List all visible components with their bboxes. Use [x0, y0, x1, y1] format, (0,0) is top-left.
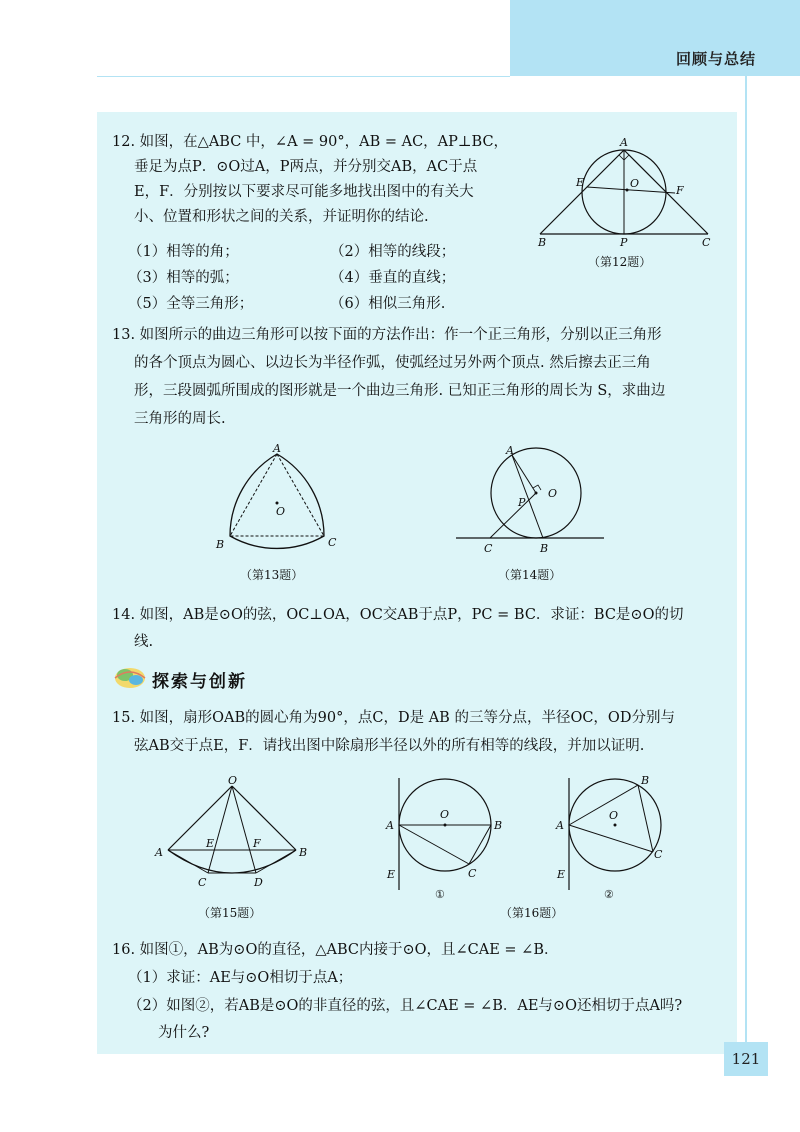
caption-13: （第13题） [240, 568, 304, 582]
p13-line-2: 的各个顶点为圆心、以边长为半径作弧，使弧经过另外两个顶点. 然后擦去正三角 [134, 355, 651, 371]
f12-label-b: B [538, 236, 547, 249]
section-heading: 探索与创新 [152, 672, 247, 692]
f13-label-a: A [273, 442, 281, 455]
globe-icon [112, 662, 150, 690]
f15-label-d: D [254, 876, 263, 889]
f13-label-o: O [276, 505, 286, 518]
f15-label-b: B [299, 846, 308, 859]
header-rule [97, 76, 510, 77]
f16b-label-o: O [609, 809, 619, 822]
figure-13 [210, 440, 350, 560]
f16a-label-o: O [440, 808, 450, 821]
p12-item-2: （2）相等的线段； [330, 244, 456, 260]
f12-label-c: C [702, 236, 711, 249]
p12-item-3: （3）相等的弧； [128, 270, 239, 286]
f14-label-a: A [506, 444, 514, 457]
f15-label-o: O [228, 774, 238, 787]
f15-label-f: F [253, 837, 261, 850]
f12-label-a: A [620, 136, 628, 149]
caption-14: （第14题） [498, 568, 562, 582]
f16a-label-a: A [386, 819, 394, 832]
f16b-label-e: E [557, 868, 566, 881]
f16b-label-c: C [654, 848, 663, 861]
f16b-sub-label: ② [604, 888, 614, 901]
header-tab [510, 0, 800, 76]
figure-15 [150, 772, 320, 892]
f14-label-b: B [540, 542, 549, 555]
figure-12 [530, 134, 720, 264]
f16a-sub-label: ① [435, 888, 445, 901]
p12-item-1: （1）相等的角； [128, 244, 239, 260]
f14-label-o: O [548, 487, 558, 500]
p13-line-1: 13. 如图所示的曲边三角形可以按下面的方法作出：作一个正三角形，分别以正三角形 [112, 327, 662, 343]
p12-line-1: 12. 如图，在△ABC 中，∠A = 90°，AB = AC，AP⊥BC， [112, 134, 509, 150]
f14-label-c: C [484, 542, 493, 555]
p16-line-1: 16. 如图①，AB为⊙O的直径，△ABC内接于⊙O，且∠CAE = ∠B． [112, 942, 559, 958]
p16-line-2: （1）求证：AE与⊙O相切于点A； [128, 970, 353, 986]
page-number: 121 [724, 1042, 768, 1076]
figure-16-2 [548, 772, 678, 902]
f14-label-p: P [518, 496, 526, 509]
p12-line-3: E，F．分别按以下要求尽可能多地找出图中的有关大 [134, 184, 474, 200]
p12-line-2: 垂足为点P．⊙O过A，P两点，并分别交AB，AC于点 [134, 159, 478, 175]
f16a-label-b: B [494, 819, 503, 832]
section-title: 回顾与总结 [675, 50, 756, 68]
p15-line-2: 弦AB交于点E，F．请找出图中除扇形半径以外的所有相等的线段，并加以证明. [134, 738, 645, 754]
f16a-label-c: C [468, 867, 477, 880]
p14-line-1: 14. 如图，AB是⊙O的弦，OC⊥OA，OC交AB于点P，PC = BC．求证：BC是⊙O的切 [112, 607, 684, 623]
p12-item-6: （6）相似三角形. [330, 296, 446, 312]
p15-line-1: 15. 如图，扇形OAB的圆心角为90°，点C，D是 AB 的三等分点，半径OC，OD分别与 [112, 710, 675, 726]
f13-label-c: C [328, 536, 337, 549]
figure-16-1 [380, 772, 510, 902]
p13-line-4: 三角形的周长. [134, 411, 226, 427]
f15-label-c: C [198, 876, 207, 889]
p16-line-3: （2）如图②，若AB是⊙O的非直径的弦，且∠CAE = ∠B．AE与⊙O还相切于点A吗? [128, 998, 683, 1014]
f12-label-f: F [676, 184, 684, 197]
caption-15: （第15题） [198, 906, 262, 920]
f15-label-a: A [155, 846, 163, 859]
caption-16: （第16题） [500, 906, 564, 920]
f13-label-b: B [216, 538, 225, 551]
f12-label-e: E [576, 176, 585, 189]
f15-label-e: E [206, 837, 215, 850]
f16b-label-a: A [556, 819, 564, 832]
margin-rule [745, 76, 747, 1042]
p16-line-4: 为什么? [158, 1025, 210, 1041]
f12-label-p: P [620, 236, 628, 249]
figure-14 [450, 440, 610, 560]
caption-12: （第12题） [588, 255, 652, 269]
f16b-label-b: B [641, 774, 650, 787]
p14-line-2: 线. [134, 634, 154, 650]
p12-item-5: （5）全等三角形； [128, 296, 254, 312]
p12-line-4: 小、位置和形状之间的关系，并证明你的结论. [134, 209, 429, 225]
f12-label-o: O [630, 177, 640, 190]
p13-line-3: 形，三段圆弧所围成的图形就是一个曲边三角形. 已知正三角形的周长为 S，求曲边 [134, 383, 666, 399]
f16a-label-e: E [387, 868, 396, 881]
p12-item-4: （4）垂直的直线； [330, 270, 456, 286]
